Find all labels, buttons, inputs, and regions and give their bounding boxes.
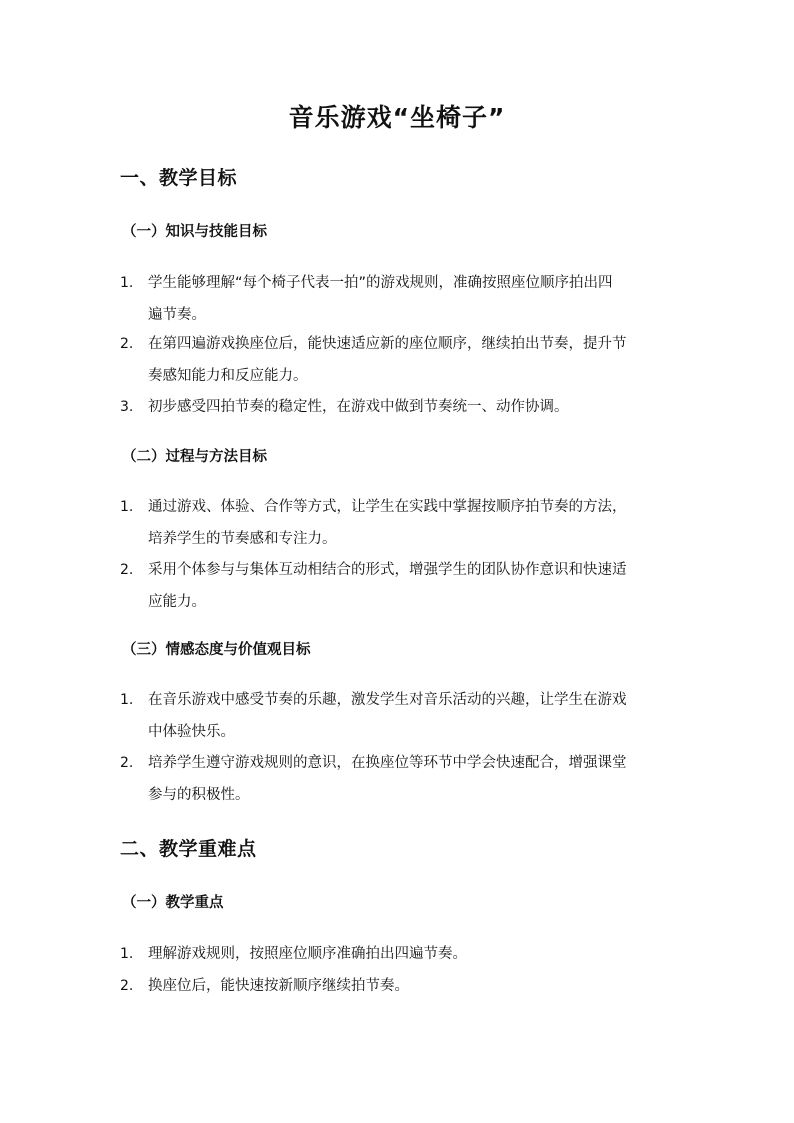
list-text-line: 换座位后，能快速按新顺序继续拍节奏。 <box>148 978 409 994</box>
list-number: 2. <box>120 978 134 994</box>
list-text-line: 遍节奏。 <box>148 307 206 323</box>
list-number: 1. <box>120 275 134 291</box>
list-item <box>120 391 690 423</box>
list-text-line: 在第四遍游戏换座位后，能快速适应新的座位顺序，继续拍出节奏，提升节 <box>148 336 627 352</box>
list-number: 2. <box>120 336 134 352</box>
list-number: 2. <box>120 755 134 771</box>
list-item <box>120 328 690 392</box>
list-item <box>120 554 690 618</box>
subsection-heading-focus: （一）教学重点 <box>122 895 224 911</box>
list-item <box>120 747 690 811</box>
document-title: 音乐游戏“坐椅子” <box>288 103 506 132</box>
list-number: 1. <box>120 946 134 962</box>
subsection-heading-knowledge: （一）知识与技能目标 <box>122 224 267 240</box>
subsection-heading-attitude: （三）情感态度与价值观目标 <box>122 642 311 658</box>
list-text-line: 培养学生遵守游戏规则的意识，在换座位等环节中学会快速配合，增强课堂 <box>148 755 627 771</box>
list-text-line: 通过游戏、体验、合作等方式，让学生在实践中掌握按顺序拍节奏的方法， <box>148 499 627 515</box>
list-number: 1. <box>120 692 134 708</box>
list-text-line: 学生能够理解“每个椅子代表一拍”的游戏规则，准确按照座位顺序拍出四 <box>148 275 613 291</box>
list-number: 1. <box>120 499 134 515</box>
list-text-line: 奏感知能力和反应能力。 <box>148 368 308 384</box>
section-heading-objectives: 一、教学目标 <box>120 167 238 189</box>
list-item <box>120 684 690 748</box>
list-item <box>120 970 690 1002</box>
list-text-line: 参与的积极性。 <box>148 787 250 803</box>
section-heading-key-points: 二、教学重难点 <box>120 838 257 860</box>
list-text-line: 应能力。 <box>148 594 206 610</box>
list-text-line: 中体验快乐。 <box>148 724 235 740</box>
list-item <box>120 491 690 555</box>
list-text-line: 培养学生的节奏感和专注力。 <box>148 531 337 547</box>
subsection-heading-process: （二）过程与方法目标 <box>122 449 267 465</box>
list-text-line: 在音乐游戏中感受节奏的乐趣，激发学生对音乐活动的兴趣，让学生在游戏 <box>148 692 627 708</box>
list-number: 3. <box>120 399 134 415</box>
list-number: 2. <box>120 562 134 578</box>
list-item <box>120 267 690 331</box>
list-item <box>120 938 690 970</box>
list-text-line: 采用个体参与与集体互动相结合的形式，增强学生的团队协作意识和快速适 <box>148 562 627 578</box>
list-text-line: 理解游戏规则，按照座位顺序准确拍出四遍节奏。 <box>148 946 467 962</box>
list-text-line: 初步感受四拍节奏的稳定性，在游戏中做到节奏统一、动作协调。 <box>148 399 569 415</box>
